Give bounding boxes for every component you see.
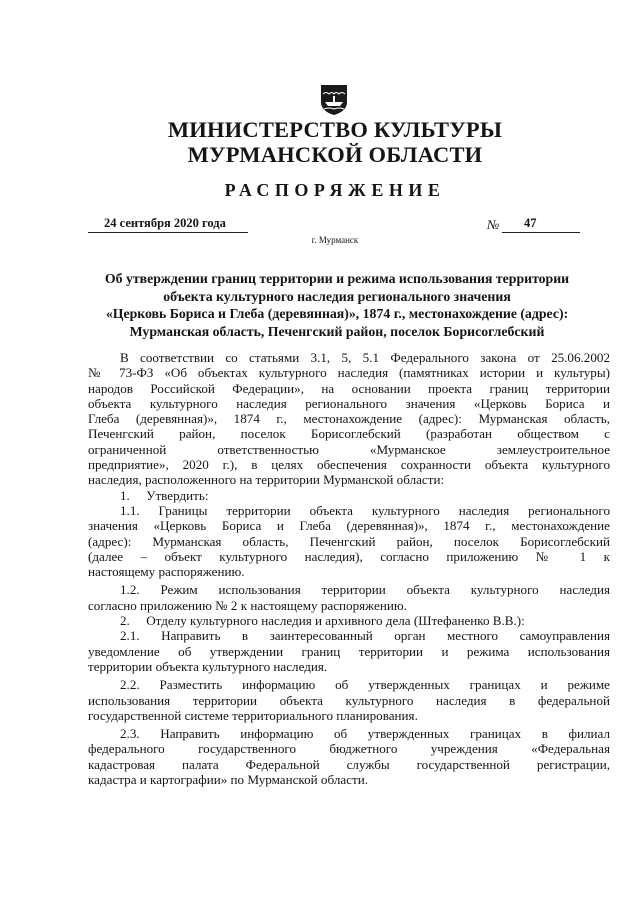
subject-line: объекта культурного наследия регионального значения <box>163 288 511 304</box>
body-line: народов Российской Федерации», на основании проекта границ территории <box>88 380 610 396</box>
paragraph-2 <box>88 613 610 628</box>
paragraph-2-1 <box>88 628 610 674</box>
body-line: значения «Церковь Бориса и Глеба (деревянная)», 1874 г., местонахождение <box>88 518 610 534</box>
body-line: кадастра и картографии» по Мурманской области. <box>88 772 368 788</box>
document-city: г. Мурманск <box>311 235 359 245</box>
body-line: 2. Отделу культурного наследия и архивного дела (Штефаненко В.В.): <box>120 613 525 629</box>
body-line: федерального государственного бюджетного учреждения «Федеральная <box>88 741 610 757</box>
body-line: (далее – объект культурного наследия), согласно приложению № 1 к <box>88 548 610 564</box>
body-line: Печенгский район, поселок Борисоглебский (разработан обществом с <box>88 426 610 442</box>
body-line: 1. Утвердить: <box>120 487 209 503</box>
body-line: 2.1. Направить в заинтересованный орган местного самоуправления <box>120 628 610 644</box>
paragraph-2-2 <box>88 677 610 723</box>
body-line: В соответствии со статьями 3.1, 5, 5.1 Федерального закона от 25.06.2002 <box>120 350 610 365</box>
subject-line: Мурманская область, Печенгский район, поселок Борисоглебский <box>129 323 545 339</box>
ministry-name-line1: МИНИСТЕРСТВО КУЛЬТУРЫ <box>167 117 503 142</box>
document-number: 47 <box>502 216 580 233</box>
murmansk-coat-of-arms-icon <box>319 84 349 116</box>
body-line: настоящему распоряжению. <box>88 564 245 580</box>
body-line: наследия, расположенного на территории Мурманской области: <box>88 472 445 488</box>
document-number-label: № <box>487 217 500 232</box>
body-line: ограниченной ответственностью «Мурманское землеустроительное <box>88 441 610 457</box>
body-line: предприятие», 2020 г.), в целях обеспечения сохранности объекта культурного <box>88 457 610 473</box>
body-line: уведомление об утверждении границ территории и режима использования <box>88 643 610 659</box>
ministry-name-line2: МУРМАНСКОЙ ОБЛАСТИ <box>187 142 483 167</box>
body-line: согласно приложению № 2 к настоящему распоряжению. <box>88 597 407 613</box>
subject-line: Об утверждении границ территории и режима использования территории <box>104 271 570 286</box>
paragraph-1 <box>88 488 610 503</box>
paragraph-1-2 <box>88 582 610 613</box>
body-line: № 73-ФЗ «Об объектах культурного наследия (памятниках истории и культуры) <box>88 365 610 381</box>
body-line: 1.2. Режим использования территории объекта культурного наследия <box>120 582 610 598</box>
body-line: 1.1. Границы территории объекта культурного наследия регионального <box>120 502 610 518</box>
body-line: государственной системе территориального планирования. <box>88 707 418 723</box>
body-line: территории объекта культурного наследия. <box>88 658 328 674</box>
body-line: 2.2. Разместить информацию об утвержденных границах и режиме <box>120 677 610 693</box>
body-line: 2.3. Направить информацию об утвержденных границах в филиал <box>120 726 610 742</box>
paragraph-intro <box>88 350 610 488</box>
document-subject <box>64 270 610 340</box>
document-body <box>88 350 610 787</box>
body-line: (адрес): Мурманская область, Печенгский район, поселок Борисоглебский <box>88 533 610 549</box>
paragraph-2-3 <box>88 726 610 787</box>
document-type-title: РАСПОРЯЖЕНИЕ <box>224 180 446 200</box>
paragraph-1-1 <box>88 503 610 579</box>
body-line: Глеба (деревянная)», 1874 г., местонахождение (адрес): Мурманская область, <box>88 411 610 427</box>
body-line: объекта культурного наследия регионального значения «Церковь Бориса и <box>88 395 610 411</box>
document-date: 24 сентября 2020 года <box>88 216 248 233</box>
body-line: кадастровая палата Федеральной службы государственной регистрации, <box>88 756 610 772</box>
body-line: использования территории объекта культурного наследия в федеральной <box>88 692 610 708</box>
subject-line: «Церковь Бориса и Глеба (деревянная)», 1874 г., местонахождение (адрес): <box>105 306 569 321</box>
